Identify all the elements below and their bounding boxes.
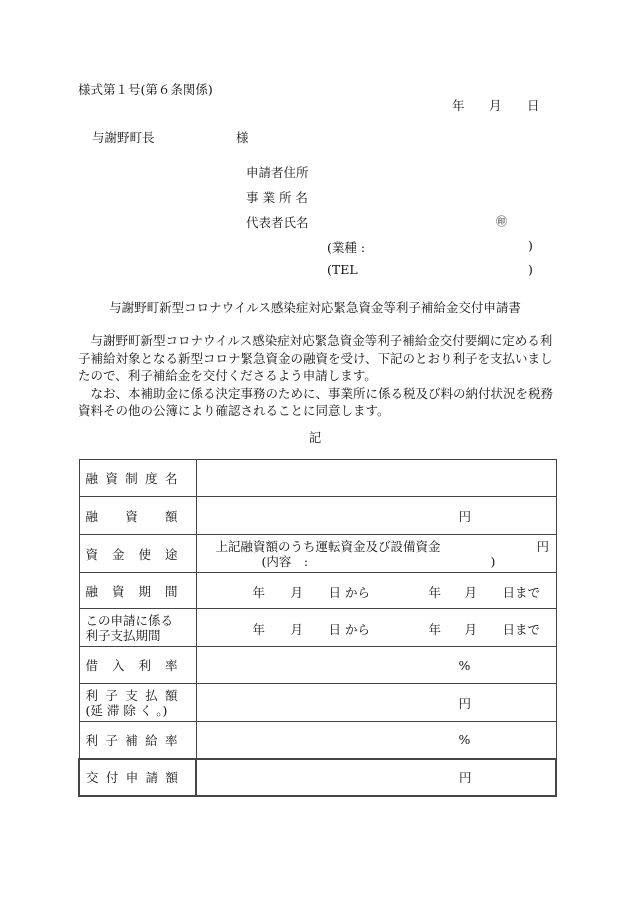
row-subsidy-rate [79,722,556,759]
document-title: 与謝野町新型コロナウイルス感染症対応緊急資金等利子補給金交付申請書 [109,300,521,315]
row-interest-period [79,609,556,647]
form-number: 様式第１号(第６条関係) [78,82,213,97]
value-requested-amount: 円 [196,759,556,796]
value-fund-use: 上記融資額のうち運転資金及び設備資金 円 (内容 : ) [196,535,556,573]
value-loan-amount: 円 [196,497,556,535]
value-interest-period: 年 月 日 から 年 月 日まで [196,609,556,647]
date-day: 日 [527,98,540,113]
industry-close: ) [528,238,533,253]
office-name-label: 事 業 所 名 [246,190,308,205]
label-requested-amount: 交 付 申 請 額 [79,759,196,796]
tel-label: (TEL [327,262,358,277]
value-subsidy-rate: % [196,722,556,759]
row-interest-paid [79,684,556,722]
recipient-honorific: 様 [236,130,249,145]
body-paragraph-1: 与謝野町新型コロナウイルス感染症対応緊急資金等利子補給金交付要綱に定める利子補給対象となる新型コロナ緊急資金の融資を受け、下記のとおり利子を支払いましたので、利子補給金を交付くださるよう申請します。 [78,333,553,383]
body-text [78,332,556,420]
value-loan-period: 年 月 日 から 年 月 日まで [196,573,556,609]
body-paragraph-2: なお、本補助金に係る決定事務のために、事業所に係る税及び料の納付状況を税務資料その他の公簿により確認されることに同意します。 [78,385,554,418]
label-interest-paid: 利 子 支 払 額 (延 滞 除 く 。) [79,684,196,722]
seal-mark: ㊞ [496,215,507,228]
application-table [78,459,557,797]
ki-heading: 記 [308,430,322,445]
applicant-address-label: 申請者住所 [246,165,309,180]
value-loan-system [196,460,556,497]
row-requested-amount [79,759,556,796]
value-interest-paid: 円 [196,684,556,722]
row-loan-system [79,460,556,497]
label-fund-use: 資 金 使 途 [79,535,196,573]
row-loan-period [79,573,556,609]
row-fund-use [79,535,556,573]
label-interest-period: この申請に係る 利子支払期間 [79,609,196,647]
row-interest-rate [79,647,556,684]
industry-label: (業種 : [327,240,366,255]
label-loan-system: 融 資 制 度 名 [79,460,196,497]
label-interest-rate: 借 入 利 率 [79,647,196,684]
label-loan-period: 融 資 期 間 [79,573,196,609]
label-loan-amount: 融 資 額 [79,497,196,535]
date-month: 月 [489,98,502,113]
tel-close: ) [528,262,533,277]
recipient-name: 与謝野町長 [92,130,155,145]
row-loan-amount [79,497,556,535]
label-subsidy-rate: 利 子 補 給 率 [79,722,196,759]
representative-label: 代表者氏名 [246,215,309,230]
value-interest-rate: % [196,647,556,684]
date-year: 年 [452,98,465,113]
